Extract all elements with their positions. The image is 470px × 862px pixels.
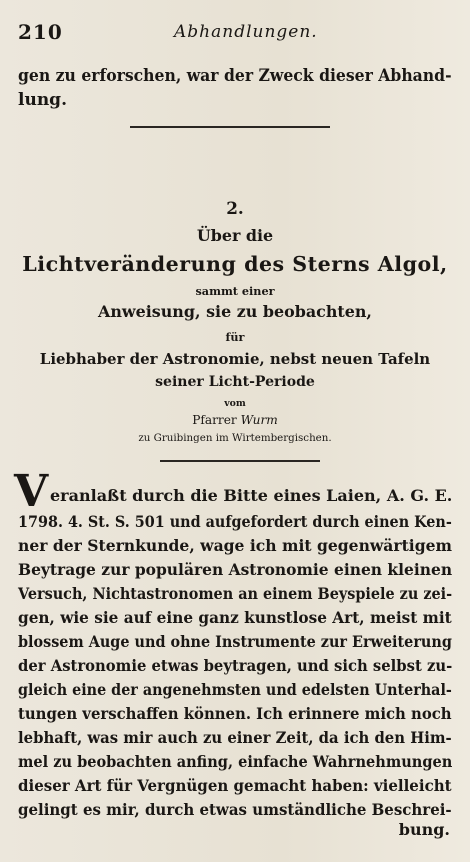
- body-line: ner der Sternkunde, wage ich mit gegenwärtigem: [18, 536, 452, 555]
- heading-ueber: Über die: [196, 226, 274, 245]
- page-header: [14, 20, 454, 42]
- intro-line: lung.: [18, 90, 67, 110]
- body-line: mel zu beobachten anfing, einfache Wahrnehmungen: [18, 752, 453, 771]
- drop-cap: V: [14, 466, 49, 517]
- page-number: 210: [18, 20, 63, 44]
- running-head: Abhandlungen.: [174, 22, 318, 42]
- heading-fuer: für: [225, 330, 245, 344]
- heading-line-2: seiner Licht-Periode: [155, 374, 315, 390]
- section-number: 2.: [226, 198, 244, 218]
- body-line: 1798. 4. St. S. 501 und aufgefordert durch einen Ken-: [18, 512, 452, 531]
- intro-line: gen zu erforschen, war der Zweck dieser Abhand-: [18, 66, 452, 86]
- author-place: zu Gruibingen im Wirtembergischen.: [138, 432, 332, 444]
- body-line: gen, wie sie auf eine ganz kunstlose Art, meist mit: [18, 608, 452, 627]
- body-line: Beytrage zur populären Astronomie einen kleinen: [18, 560, 453, 579]
- body-line: gleich eine der angenehmsten und edelsten Unterhal-: [18, 680, 452, 699]
- author-prefix: Pfarrer: [192, 413, 237, 427]
- body-line: der Astronomie etwas beytragen, und sich selbst zu-: [18, 656, 453, 675]
- body-line: gelingt es mir, durch etwas umständliche Beschrei-: [18, 800, 452, 819]
- body-line: Versuch, Nichtastronomen an einem Beyspiele zu zei-: [18, 584, 453, 603]
- heading-sammt: sammt einer: [195, 284, 275, 298]
- author-name: Wurm: [240, 413, 278, 427]
- article-title: Lichtveränderung des Sterns Algol,: [22, 252, 448, 276]
- body-line: dieser Art für Vergnügen gemacht haben: vielleicht: [18, 776, 452, 795]
- catchword: bung.: [398, 820, 450, 839]
- section-divider: [130, 126, 330, 128]
- heading-line-1: Liebhaber der Astronomie, nebst neuen Tafeln: [39, 350, 431, 368]
- body-line: tungen verschaffen können. Ich erinnere mich noch: [18, 704, 452, 723]
- body-line: blossem Auge und ohne Instrumente zur Erweiterung: [18, 632, 452, 651]
- author-line: [0, 413, 470, 427]
- article-subtitle: Anweisung, sie zu beobachten,: [98, 302, 372, 321]
- heading-vom: vom: [224, 398, 246, 409]
- body-line: lebhaft, was mir auch zu einer Zeit, da ich den Him-: [18, 728, 452, 747]
- heading-divider: [160, 460, 320, 462]
- body-line: eranlaßt durch die Bitte eines Laien, A. G. E.: [50, 486, 453, 505]
